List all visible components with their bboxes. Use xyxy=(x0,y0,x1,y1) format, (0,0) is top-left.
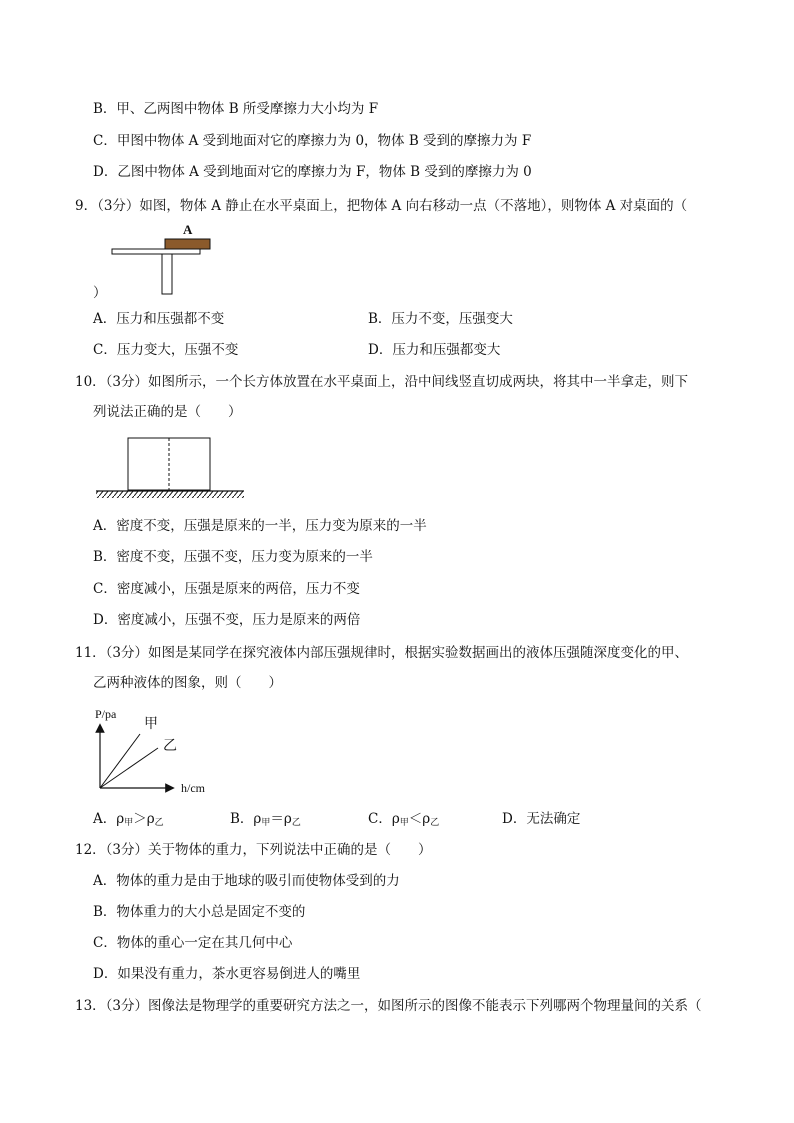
q10-option-d: D．密度减小，压强不变，压力是原来的两倍 xyxy=(93,612,361,628)
q13-stem: 13．（3分）图像法是物理学的重要研究方法之一，如图所示的图像不能表示下列哪两个物理量间的关系（ xyxy=(75,998,702,1014)
q11-option-c-sub2: 乙 xyxy=(430,818,440,828)
table-hatch xyxy=(96,491,244,498)
q10-option-a: A．密度不变，压强是原来的一半，压力变为原来的一半 xyxy=(93,518,427,534)
q10-figure xyxy=(94,436,246,500)
line-jia xyxy=(100,734,140,788)
q9-stem-end: ） xyxy=(93,285,107,301)
q11-option-b-op: ＝ρ xyxy=(270,811,292,827)
q8-option-c: C．甲图中物体 A 受到地面对它的摩擦力为 0，物体 B 受到的摩擦力为 F xyxy=(93,133,532,149)
table-leg xyxy=(162,254,172,294)
q9-stem: 9．（3分）如图，物体 A 静止在水平桌面上，把物体 A 向右移动一点（不落地），则物体 A 对桌面的（ xyxy=(75,198,688,214)
q11-option-a-op: ＞ρ xyxy=(133,811,155,827)
q12-option-c: C．物体的重心一定在其几何中心 xyxy=(93,935,293,951)
q12-option-b: B．物体重力的大小总是固定不变的 xyxy=(93,904,306,920)
q10-option-c: C．密度减小，压强是原来的两倍，压力不变 xyxy=(93,581,360,597)
q9-figure-label: A xyxy=(183,222,193,237)
object-a-block xyxy=(165,239,210,249)
label-jia: 甲 xyxy=(144,716,158,732)
q11-option-a-pre: A．ρ xyxy=(93,811,125,827)
q9-option-c: C．压力变大，压强不变 xyxy=(93,342,239,358)
q11-figure xyxy=(88,700,218,800)
q12-option-a: A．物体的重力是由于地球的吸引而使物体受到的力 xyxy=(93,873,400,889)
q9-option-d: D．压力和压强都变大 xyxy=(368,342,501,358)
q11-option-c-pre: C．ρ xyxy=(368,811,400,827)
q8-option-d: D．乙图中物体 A 受到地面对它的摩擦力为 F，物体 B 受到的摩擦力为 0 xyxy=(93,164,532,180)
q10-option-b: B．密度不变，压强不变，压力变为原来的一半 xyxy=(93,549,373,565)
q11-option-d: D．无法确定 xyxy=(502,811,581,827)
q8-option-b: B．甲、乙两图中物体 B 所受摩擦力大小均为 F xyxy=(93,101,379,117)
q10-stem-line2: 列说法正确的是（ ） xyxy=(93,404,242,420)
label-yi: 乙 xyxy=(163,738,177,754)
q11-option-b-sub1: 甲 xyxy=(261,818,271,828)
q9-figure xyxy=(108,220,218,296)
q11-option-c-sub1: 甲 xyxy=(399,818,409,828)
q11-stem-line2: 乙两种液体的图象，则（ ） xyxy=(93,675,282,691)
q11-option-a-sub1: 甲 xyxy=(124,818,134,828)
q11-x-axis-label: h/cm xyxy=(181,781,205,795)
q11-option-c-op: ＜ρ xyxy=(408,811,431,827)
q9-option-a: A．压力和压强都不变 xyxy=(93,311,225,327)
q11-option-b-sub2: 乙 xyxy=(291,818,301,828)
q12-stem: 12．（3分）关于物体的重力，下列说法中正确的是（ ） xyxy=(75,842,432,858)
q9-option-b: B．压力不变，压强变大 xyxy=(368,311,513,327)
q11-option-b-pre: B．ρ xyxy=(230,811,262,827)
table-top xyxy=(112,249,200,254)
q12-option-d: D．如果没有重力，茶水更容易倒进人的嘴里 xyxy=(93,966,361,982)
q11-option-a-sub2: 乙 xyxy=(154,818,164,828)
q11-option-c xyxy=(368,810,439,832)
q11-y-axis-label: P/pa xyxy=(95,707,117,721)
q11-option-b xyxy=(230,810,301,832)
q10-stem-line1: 10．（3分）如图所示，一个长方体放置在水平桌面上，沿中间线竖直切成两块，将其中一半拿走，则下 xyxy=(75,374,689,390)
q11-stem-line1: 11．（3分）如图是某同学在探究液体内部压强规律时，根据实验数据画出的液体压强随深度变化的甲、 xyxy=(75,645,689,661)
line-yi xyxy=(100,748,158,788)
q11-option-a xyxy=(93,810,164,832)
